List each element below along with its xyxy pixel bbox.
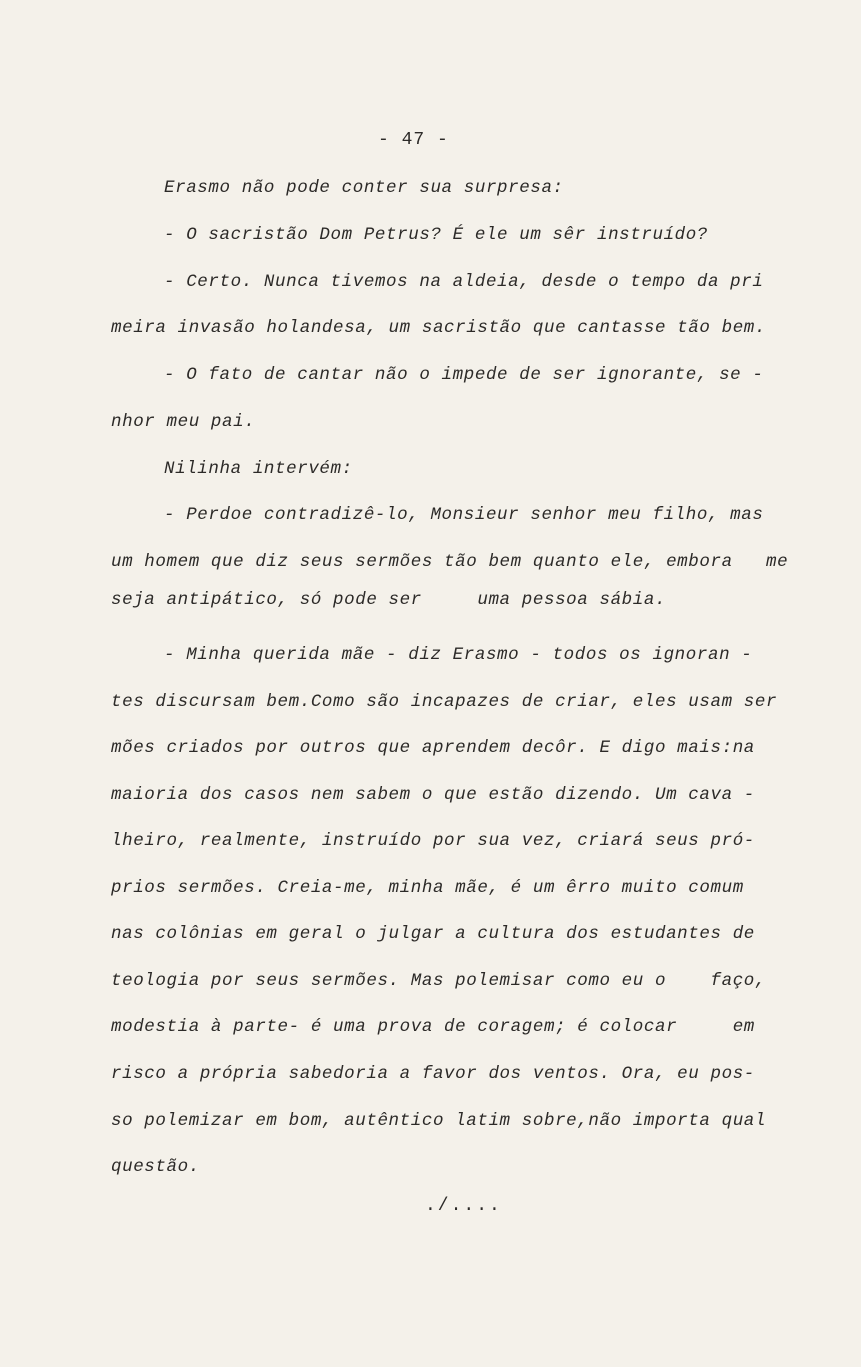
text-line: lheiro, realmente, instruído por sua vez, criará seus pró- [111,831,755,851]
text-line: um homem que diz seus sermões tão bem quanto ele, embora me [111,552,789,572]
text-line: modestia à parte- é uma prova de coragem; é colocar em [111,1017,755,1037]
text-line: nhor meu pai. [111,412,256,432]
text-line: questão. [111,1157,200,1177]
page-number: - 47 - [378,130,449,150]
text-line: Erasmo não pode conter sua surpresa: [164,178,564,198]
text-line: prios sermões. Creia-me, minha mãe, é um êrro muito comum [111,878,744,898]
text-line: mões criados por outros que aprendem decôr. E digo mais:na [111,738,755,758]
text-line: Nilinha intervém: [164,459,353,479]
text-line: teologia por seus sermões. Mas polemisar como eu o faço, [111,971,767,991]
text-line: meira invasão holandesa, um sacristão que cantasse tão bem. [111,318,767,338]
text-line: seja antipático, só pode ser uma pessoa sábia. [111,590,667,610]
text-line: risco a própria sabedoria a favor dos ventos. Ora, eu pos- [111,1064,755,1084]
text-line: - Certo. Nunca tivemos na aldeia, desde o tempo da pri [164,272,764,292]
text-line: so polemizar em bom, autêntico latim sobre,não importa qual [111,1111,767,1131]
continuation-mark: ./.... [425,1196,502,1216]
text-line: nas colônias em geral o julgar a cultura dos estudantes de [111,924,755,944]
text-line: - O fato de cantar não o impede de ser ignorante, se - [164,365,764,385]
text-line: tes discursam bem.Como são incapazes de criar, eles usam ser [111,692,778,712]
text-line: - Minha querida mãe - diz Erasmo - todos os ignoran - [164,645,753,665]
text-line: - O sacristão Dom Petrus? É ele um sêr instruído? [164,225,708,245]
text-line: - Perdoe contradizê-lo, Monsieur senhor meu filho, mas [164,505,764,525]
text-line: maioria dos casos nem sabem o que estão dizendo. Um cava - [111,785,755,805]
